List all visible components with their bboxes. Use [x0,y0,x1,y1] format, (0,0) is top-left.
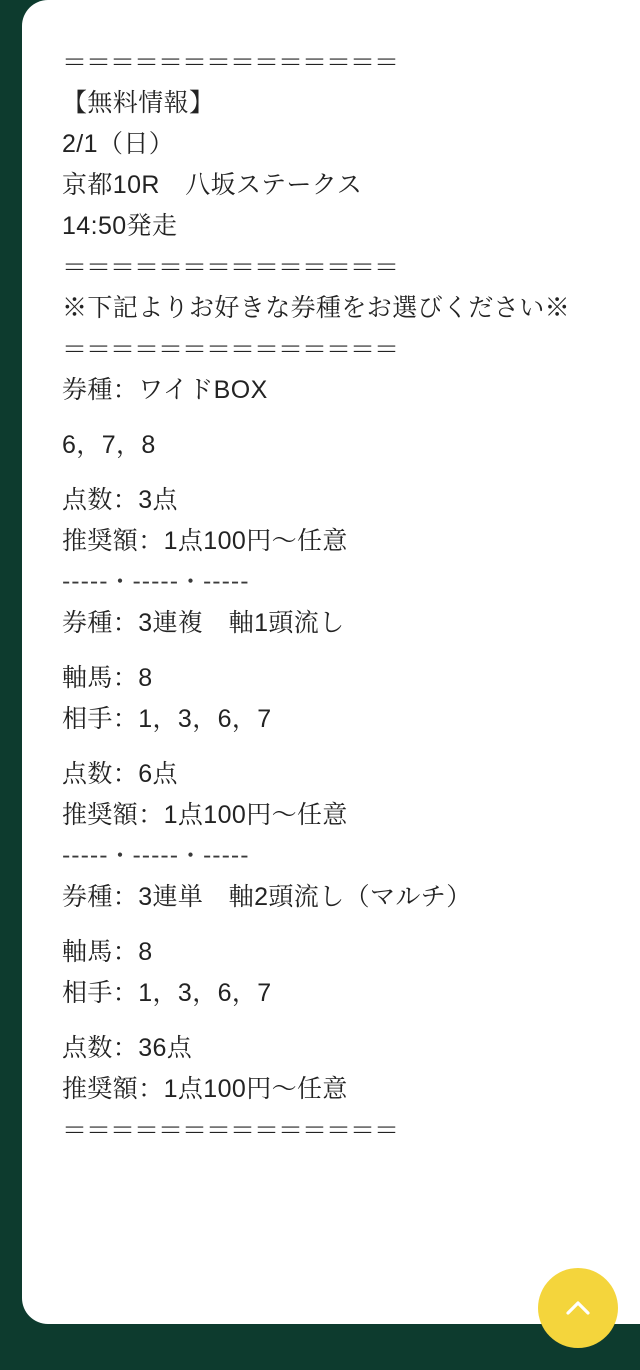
spacer [62,466,602,480]
text-line: 6，7，8 [62,431,156,459]
text-line: 相手：1，3，6，7 [62,705,272,733]
text-line: 軸馬：8 [62,664,153,692]
dash-divider: -----・-----・----- [62,843,250,869]
spacer [62,740,602,754]
text-line: 券種：ワイドBOX [62,376,268,404]
text-line: 14:50発走 [62,212,178,240]
spacer [62,644,602,658]
text-line: 軸馬：8 [62,938,153,966]
text-line: 相手：1，3，6，7 [62,979,272,1007]
text-line: 【無料情報】 [62,89,215,117]
text-line: 推奨額：1点100円〜任意 [62,1075,348,1103]
text-line: 券種：3連単 軸2頭流し（マルチ） [62,883,472,911]
text-line: 推奨額：1点100円〜任意 [62,801,348,829]
spacer [62,1014,602,1028]
spacer [62,918,602,932]
content-sheet [22,0,640,1324]
text-line: 推奨額：1点100円〜任意 [62,527,348,555]
text-line: 京都10R 八坂ステークス [62,171,363,199]
text-line: 点数：36点 [62,1034,193,1062]
section-divider: ＝＝＝＝＝＝＝＝＝＝＝＝＝＝ [62,1116,399,1145]
section-divider: ＝＝＝＝＝＝＝＝＝＝＝＝＝＝ [62,48,399,77]
chevron-up-icon [558,1288,598,1328]
text-line: 券種：3連複 軸1頭流し [62,609,345,637]
text-line: 点数：6点 [62,760,178,788]
spacer [62,411,602,425]
text-line: ※下記よりお好きな券種をお選びください※ [62,294,571,322]
text-line: 点数：3点 [62,486,178,514]
dash-divider: -----・-----・----- [62,569,250,595]
section-divider: ＝＝＝＝＝＝＝＝＝＝＝＝＝＝ [62,253,399,282]
scroll-to-top-button[interactable] [538,1268,618,1348]
text-line: 2/1（日） [62,130,175,158]
section-divider: ＝＝＝＝＝＝＝＝＝＝＝＝＝＝ [62,335,399,364]
free-info-article [62,42,602,1151]
